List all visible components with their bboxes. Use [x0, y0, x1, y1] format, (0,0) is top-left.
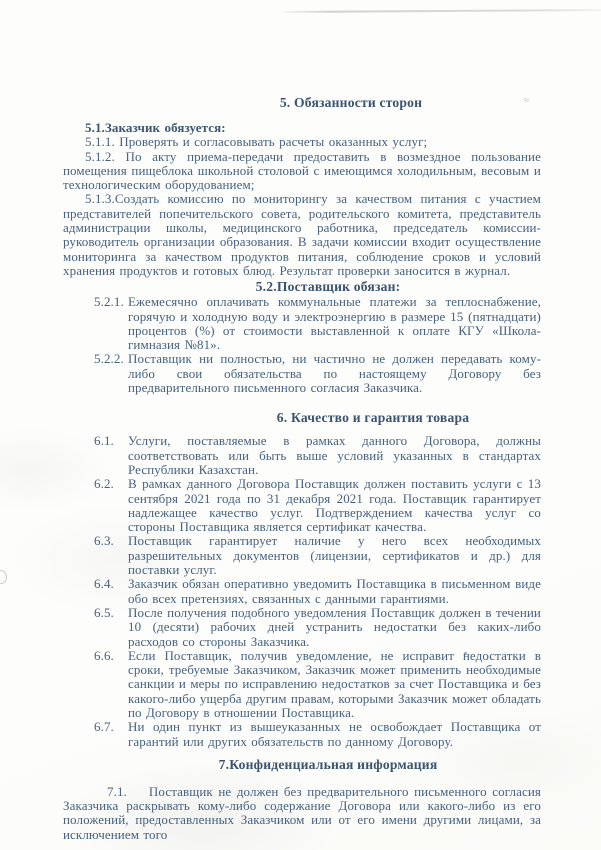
- section-6-heading: 6. Качество и гарантия товара: [276, 410, 470, 426]
- clause-5-2-1: [63, 295, 541, 352]
- clause-number: 6.7.: [94, 719, 114, 735]
- contract-text-column: [63, 94, 541, 842]
- clause-6-6: [63, 649, 541, 720]
- clause-text: Услуги, поставляемые в рамках данного Договора, должны соответствовать или быть выше условий указанных в стандартах Республики Казахстан.: [128, 433, 541, 477]
- scan-line-artifact: [281, 9, 601, 12]
- clause-6-5: [63, 606, 541, 649]
- clause-text: Если Поставщик, получив уведомление, не исправит недостатки в сроки, требуемые Заказчиком, Заказчик может применить необходимые санкции и меры по исправлению недостатков за счет Поставщика и без какого-либо ущерба другим правам, которыми Заказчик может обладать по Договору в отношении Поставщика.: [128, 647, 541, 720]
- clause-number: 6.2.: [94, 476, 114, 492]
- clause-number: 6.4.: [94, 576, 114, 592]
- clause-text: В рамках данного Договора Поставщик должен поставить услуги с 13 сентября 2021 года по 31 декабря 2021 года. Поставщик гарантирует надлежащее качество услуг. Подтверждением качества услуг со стороны Поставщика является сертификат качества.: [128, 476, 541, 535]
- clause-text: Ни один пункт из вышеуказанных не освобождает Поставщика от гарантий или других обязательств по данному Договору.: [128, 719, 541, 749]
- clause-6-3: [63, 534, 541, 577]
- clause-number: 5.2.1.: [94, 294, 124, 310]
- section-5-heading: 5. Обязанности сторон: [279, 95, 423, 110]
- clause-text: Заказчик обязан оперативно уведомить Поставщика в письменном виде обо всех претензиях, связанных с данными гарантиями.: [128, 576, 541, 606]
- clause-text: После получения подобного уведомления Поставщик должен в течении 10 (десяти) рабочих дней устранить недостатки без каких-либо расходов со стороны Заказчика.: [128, 604, 541, 649]
- clause-number: 7.1.: [107, 783, 127, 799]
- clause-number: 6.6.: [94, 647, 114, 663]
- clause-number: 5.2.2.: [94, 351, 124, 367]
- clause-5-1-3: 5.1.3.Создать комиссию по мониторингу за качеством питания с участием представителей попечительского совета, родительского комитета, представитель администрации школы, медицинского работника, председатель комиссии-руководитель организации образования. В задачи комиссии входит осуществление мониторинга за качеством продуктов питания, соблюдение сроков и условий хранения продуктов и готовых блюд. Результат проверки заносится в журнал.: [63, 191, 541, 278]
- clause-number: 6.1.: [94, 433, 114, 449]
- clause-number: 6.5.: [94, 604, 114, 620]
- clause-7-1: [63, 785, 541, 842]
- clause-5-1-heading: 5.1.Заказчик обязуется:: [85, 120, 226, 135]
- clause-text: Ежемесячно оплачивать коммунальные платежи за теплоснабжение, горячую и холодную воду и электроэнергию в размере 15 (пятнадцати) процентов (%) от стоимости выставленной к оплате КГУ «Школа-гимназия №81».: [128, 294, 541, 353]
- section-7-heading: 7.Конфиденциальная информация: [218, 756, 438, 772]
- clause-6-1: [63, 434, 541, 477]
- clause-5-2-2: [63, 352, 541, 395]
- clause-6-2: [63, 477, 541, 534]
- clause-number: 6.3.: [94, 533, 114, 549]
- clause-5-2-heading: 5.2.Поставщик обязан:: [255, 279, 401, 295]
- clause-text: Поставщик ни полностью, ни частично не должен передавать кому-либо свои обязательства по настоящему Договору без предварительного письменного согласия Заказчика.: [128, 351, 541, 396]
- clause-text: Поставщик гарантирует наличие у него всех необходимых разрешительных документов (лицензии, сертификатов и др.) для поставки услуг.: [128, 533, 541, 578]
- clause-5-1-2: 5.1.2. По акту приема-передачи предоставить в возмездное пользование помещения пищеблока школьной столовой с имеющимся холодильным, весовым и технологическим оборудованием;: [63, 148, 541, 193]
- clause-text: Поставщик не должен без предварительного письменного согласия Заказчика раскрывать кому-либо содержание Договора или какого-либо из его положений, предоставленных Заказчиком или от его имени другими лицами, за исключением того: [63, 783, 541, 842]
- clause-5-1-1: 5.1.1. Проверять и согласовывать расчеты оказанных услуг;: [85, 134, 428, 150]
- clause-6-7: [63, 720, 541, 749]
- clause-6-4: [63, 577, 541, 606]
- scan-edge-artifact: [0, 570, 7, 584]
